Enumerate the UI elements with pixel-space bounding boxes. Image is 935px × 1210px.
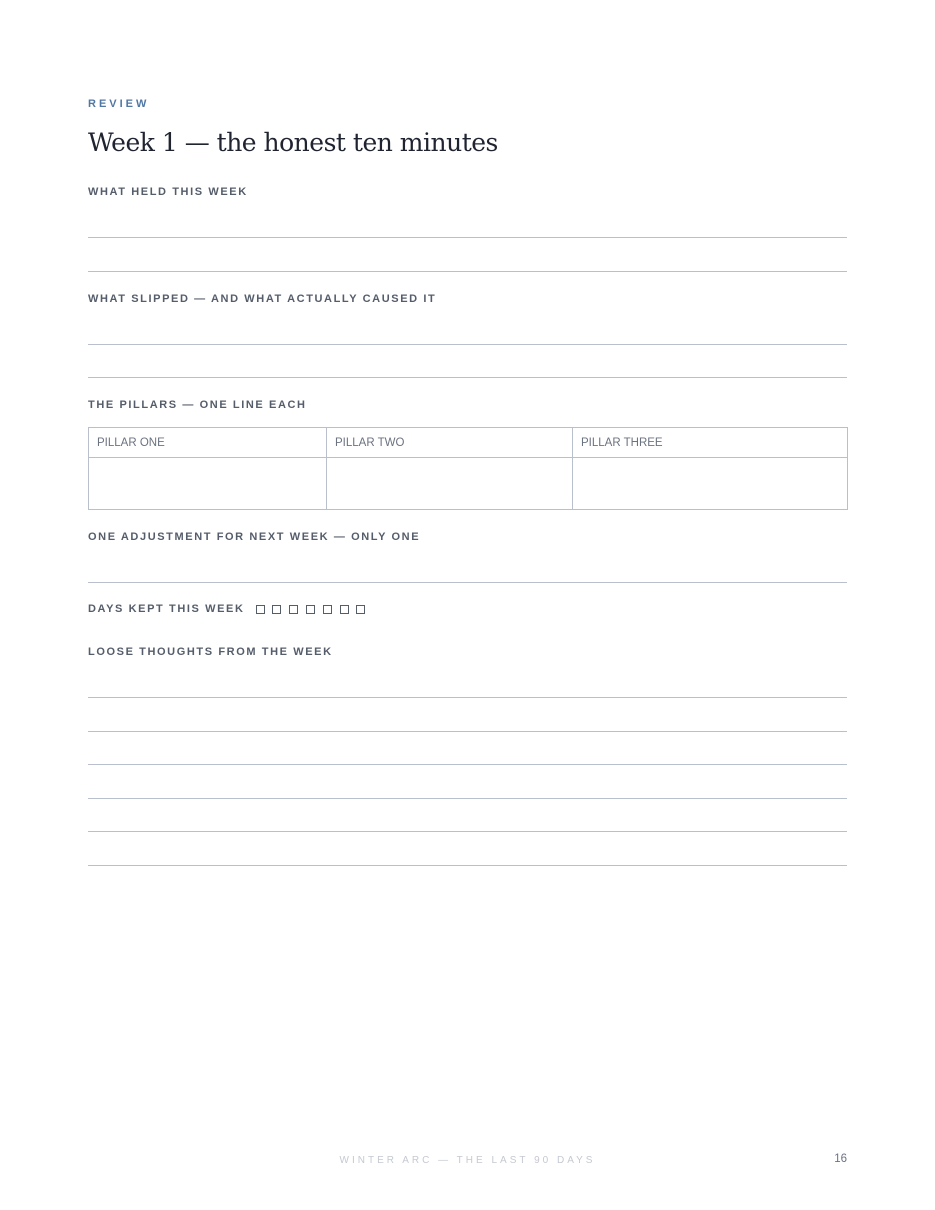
pillar-two-entry[interactable] bbox=[327, 458, 573, 510]
day-checkbox[interactable] bbox=[256, 605, 265, 614]
pillars-label: THE PILLARS — ONE LINE EACH bbox=[88, 399, 307, 411]
running-footer: WINTER ARC — THE LAST 90 DAYS bbox=[339, 1155, 596, 1166]
adjustment-label: ONE ADJUSTMENT FOR NEXT WEEK — ONLY ONE bbox=[88, 531, 421, 543]
pillar-three-header: PILLAR THREE bbox=[573, 428, 848, 458]
slipped-writing-line[interactable] bbox=[88, 377, 847, 378]
pillar-two-header: PILLAR TWO bbox=[327, 428, 573, 458]
held-writing-line[interactable] bbox=[88, 237, 847, 238]
held-label: WHAT HELD THIS WEEK bbox=[88, 186, 248, 198]
day-checkbox[interactable] bbox=[306, 605, 315, 614]
page-number: 16 bbox=[834, 1153, 847, 1165]
pillars-table bbox=[88, 427, 848, 510]
pillars-header-row bbox=[89, 428, 848, 458]
adjustment-writing-line[interactable] bbox=[88, 582, 847, 583]
slipped-writing-line[interactable] bbox=[88, 344, 847, 345]
loose-thoughts-label: LOOSE THOUGHTS FROM THE WEEK bbox=[88, 646, 333, 658]
day-checkbox[interactable] bbox=[272, 605, 281, 614]
loose-thoughts-writing-line[interactable] bbox=[88, 764, 847, 765]
days-checkboxes bbox=[256, 605, 374, 614]
days-kept-row bbox=[88, 603, 373, 615]
day-checkbox[interactable] bbox=[289, 605, 298, 614]
page-title: Week 1 — the honest ten minutes bbox=[88, 128, 498, 157]
pillars-entry-row bbox=[89, 458, 848, 510]
day-checkbox[interactable] bbox=[340, 605, 349, 614]
pillar-one-entry[interactable] bbox=[89, 458, 327, 510]
loose-thoughts-writing-line[interactable] bbox=[88, 865, 847, 866]
loose-thoughts-writing-line[interactable] bbox=[88, 831, 847, 832]
loose-thoughts-writing-line[interactable] bbox=[88, 697, 847, 698]
day-checkbox[interactable] bbox=[323, 605, 332, 614]
pillar-one-header: PILLAR ONE bbox=[89, 428, 327, 458]
slipped-label: WHAT SLIPPED — AND WHAT ACTUALLY CAUSED IT bbox=[88, 293, 437, 305]
day-checkbox[interactable] bbox=[356, 605, 365, 614]
loose-thoughts-writing-line[interactable] bbox=[88, 798, 847, 799]
pillar-three-entry[interactable] bbox=[573, 458, 848, 510]
days-kept-label: DAYS KEPT THIS WEEK bbox=[88, 603, 245, 615]
held-writing-line[interactable] bbox=[88, 271, 847, 272]
section-eyebrow: REVIEW bbox=[88, 98, 150, 110]
loose-thoughts-writing-line[interactable] bbox=[88, 731, 847, 732]
